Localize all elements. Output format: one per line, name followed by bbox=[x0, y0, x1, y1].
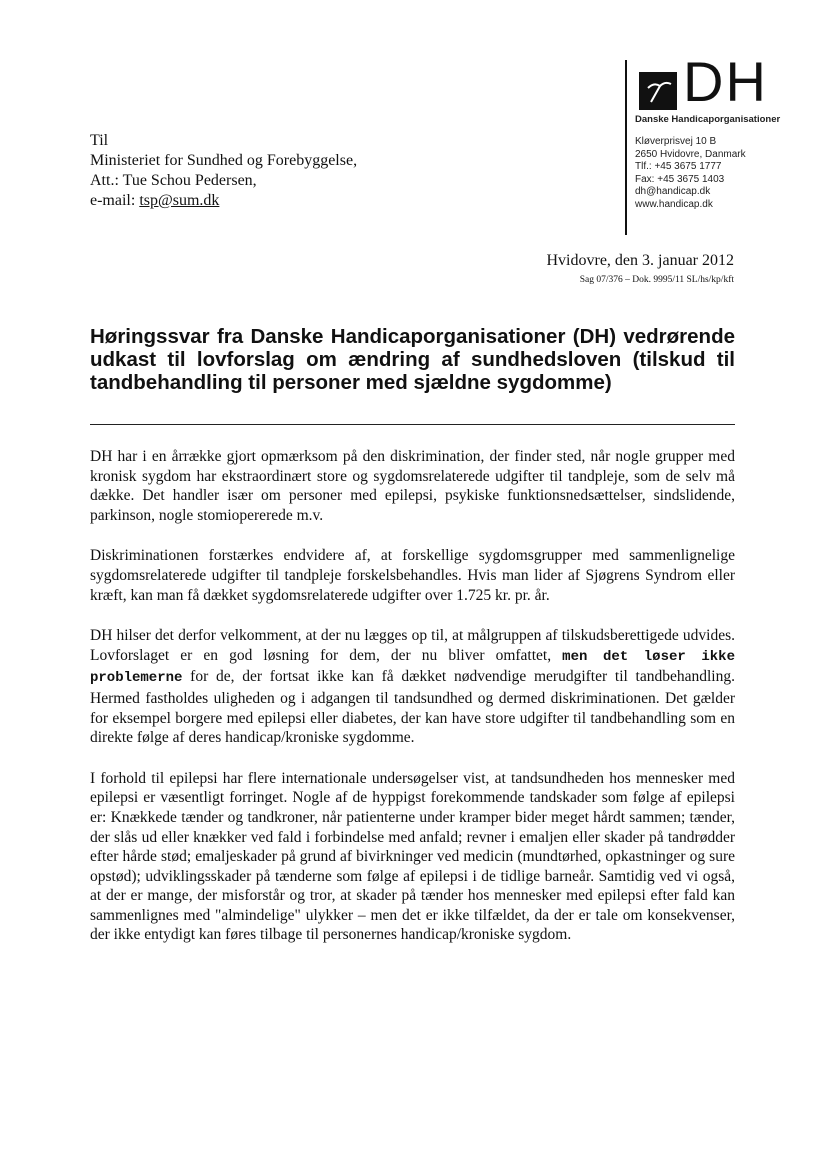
letterhead-divider bbox=[625, 60, 627, 235]
paragraph-3-emphasis: men det løser ikke problemerne bbox=[90, 648, 735, 687]
paragraph-2: Diskriminationen forstærkes endvidere af, at forskellige sygdomsgrupper med sammenlignelige sygdomsrelaterede udgifter til tandpleje forskelsbehandles. Hvis man lider af Sjøgrens Syndrom eller kræft, kan man få dækket sygdomsrelaterede udgifter over 1.725 kr. pr. år. bbox=[90, 547, 735, 604]
letter-body bbox=[90, 447, 735, 966]
organisation-name: Danske Handicaporganisationer bbox=[635, 114, 781, 125]
paragraph-3 bbox=[90, 626, 735, 748]
contact-fax: Fax: +45 3675 1403 bbox=[635, 173, 725, 185]
contact-website[interactable]: www.handicap.dk bbox=[635, 198, 713, 210]
document-title: Høringssvar fra Danske Handicaporganisationer (DH) vedrørende udkast til lovforslag om ændring af sundhedsloven (tilskud til tandbehandling til personer med sjældne sygdomme) bbox=[90, 325, 735, 394]
bird-logo-icon bbox=[639, 72, 677, 110]
recipient-attention: Att.: Tue Schou Pedersen, bbox=[90, 172, 257, 189]
email-prefix: e-mail: bbox=[90, 192, 140, 209]
recipient-to: Til bbox=[90, 132, 109, 149]
contact-city: 2650 Hvidovre, Danmark bbox=[635, 148, 746, 160]
recipient-email-line bbox=[90, 191, 357, 211]
contact-address: Kløverprisvej 10 B bbox=[635, 136, 717, 147]
paragraph-4: I forhold til epilepsi har flere internationale undersøgelser vist, at tandsundheden hos mennesker med epilepsi er væsentligt forringet. Nogle af de hyppigst forekommende tandskader som følge af epilepsi er: Knækkede tænder og tandkroner, når patienterne under kramper bider meget hårdt sammen; tænder, der slås ud eller knækker ved fald i forbindelse med anfald; revner i emaljen eller skader på tandrødder efter hårde stød; emaljeskader på grund af bivirkninger ved medicin (mundtørhed, opkastninger og sure opstød); udviklingsskader på tænderne som følge af epilepsi i de tidlige barneår. Samtidig ved vi også, at der er mange, der misforstår og tror, at skader på tænder hos mennesker med epilepsi efter fald kan sammenlignes med "almindelige" ulykker – men det er ikke tilfældet, da der er tale om konsekvenser, der ikke entydigt kan føres tilbage til personernes handicap/kroniske sygdom. bbox=[90, 769, 735, 944]
logo-letters: DH bbox=[683, 50, 768, 113]
email-link[interactable]: tsp@sum.dk bbox=[139, 192, 220, 209]
paragraph-1: DH har i en årrække gjort opmærksom på den diskrimination, der finder sted, når nogle grupper med kronisk sygdom har ekstraordinært store og sygdomsrelaterede udgifter til tandpleje, som de selv må dække. Det handler især om personer med epilepsi, psykiske funktionsnedsættelser, sindslidende, parkinson, nogle stomiopererede m.v. bbox=[90, 448, 735, 524]
contact-phone: Tlf.: +45 3675 1777 bbox=[635, 161, 722, 172]
contact-block bbox=[635, 136, 746, 211]
paragraph-3-part-1: DH hilser det derfor velkomment, at der nu lægges op til, at målgruppen af tilskudsberettigede udvides. Lovforslaget er en god løsning for dem, der nu bliver omfattet, bbox=[90, 627, 735, 664]
case-reference: Sag 07/376 – Dok. 9995/11 SL/hs/kp/kft bbox=[579, 275, 734, 285]
recipient-block bbox=[90, 131, 357, 211]
date-line: Hvidovre, den 3. januar 2012 bbox=[546, 252, 734, 269]
contact-email[interactable]: dh@handicap.dk bbox=[635, 186, 711, 197]
logo bbox=[639, 50, 789, 113]
recipient-ministry: Ministeriet for Sundhed og Forebyggelse, bbox=[90, 152, 358, 169]
paragraph-3-part-2: for de, der fortsat ikke kan få dækket nødvendige merudgifter til tandbehandling. Hermed fastholdes uligheden og i adgangen til tandsundhed og dermed diskriminationen. Det gælder for eksempel borgere med epilepsi eller diabetes, der kan have store udgifter til tandbehandling som en direkte følge af deres handicap/kroniske sygdomme. bbox=[90, 668, 735, 747]
title-underline bbox=[90, 424, 735, 425]
